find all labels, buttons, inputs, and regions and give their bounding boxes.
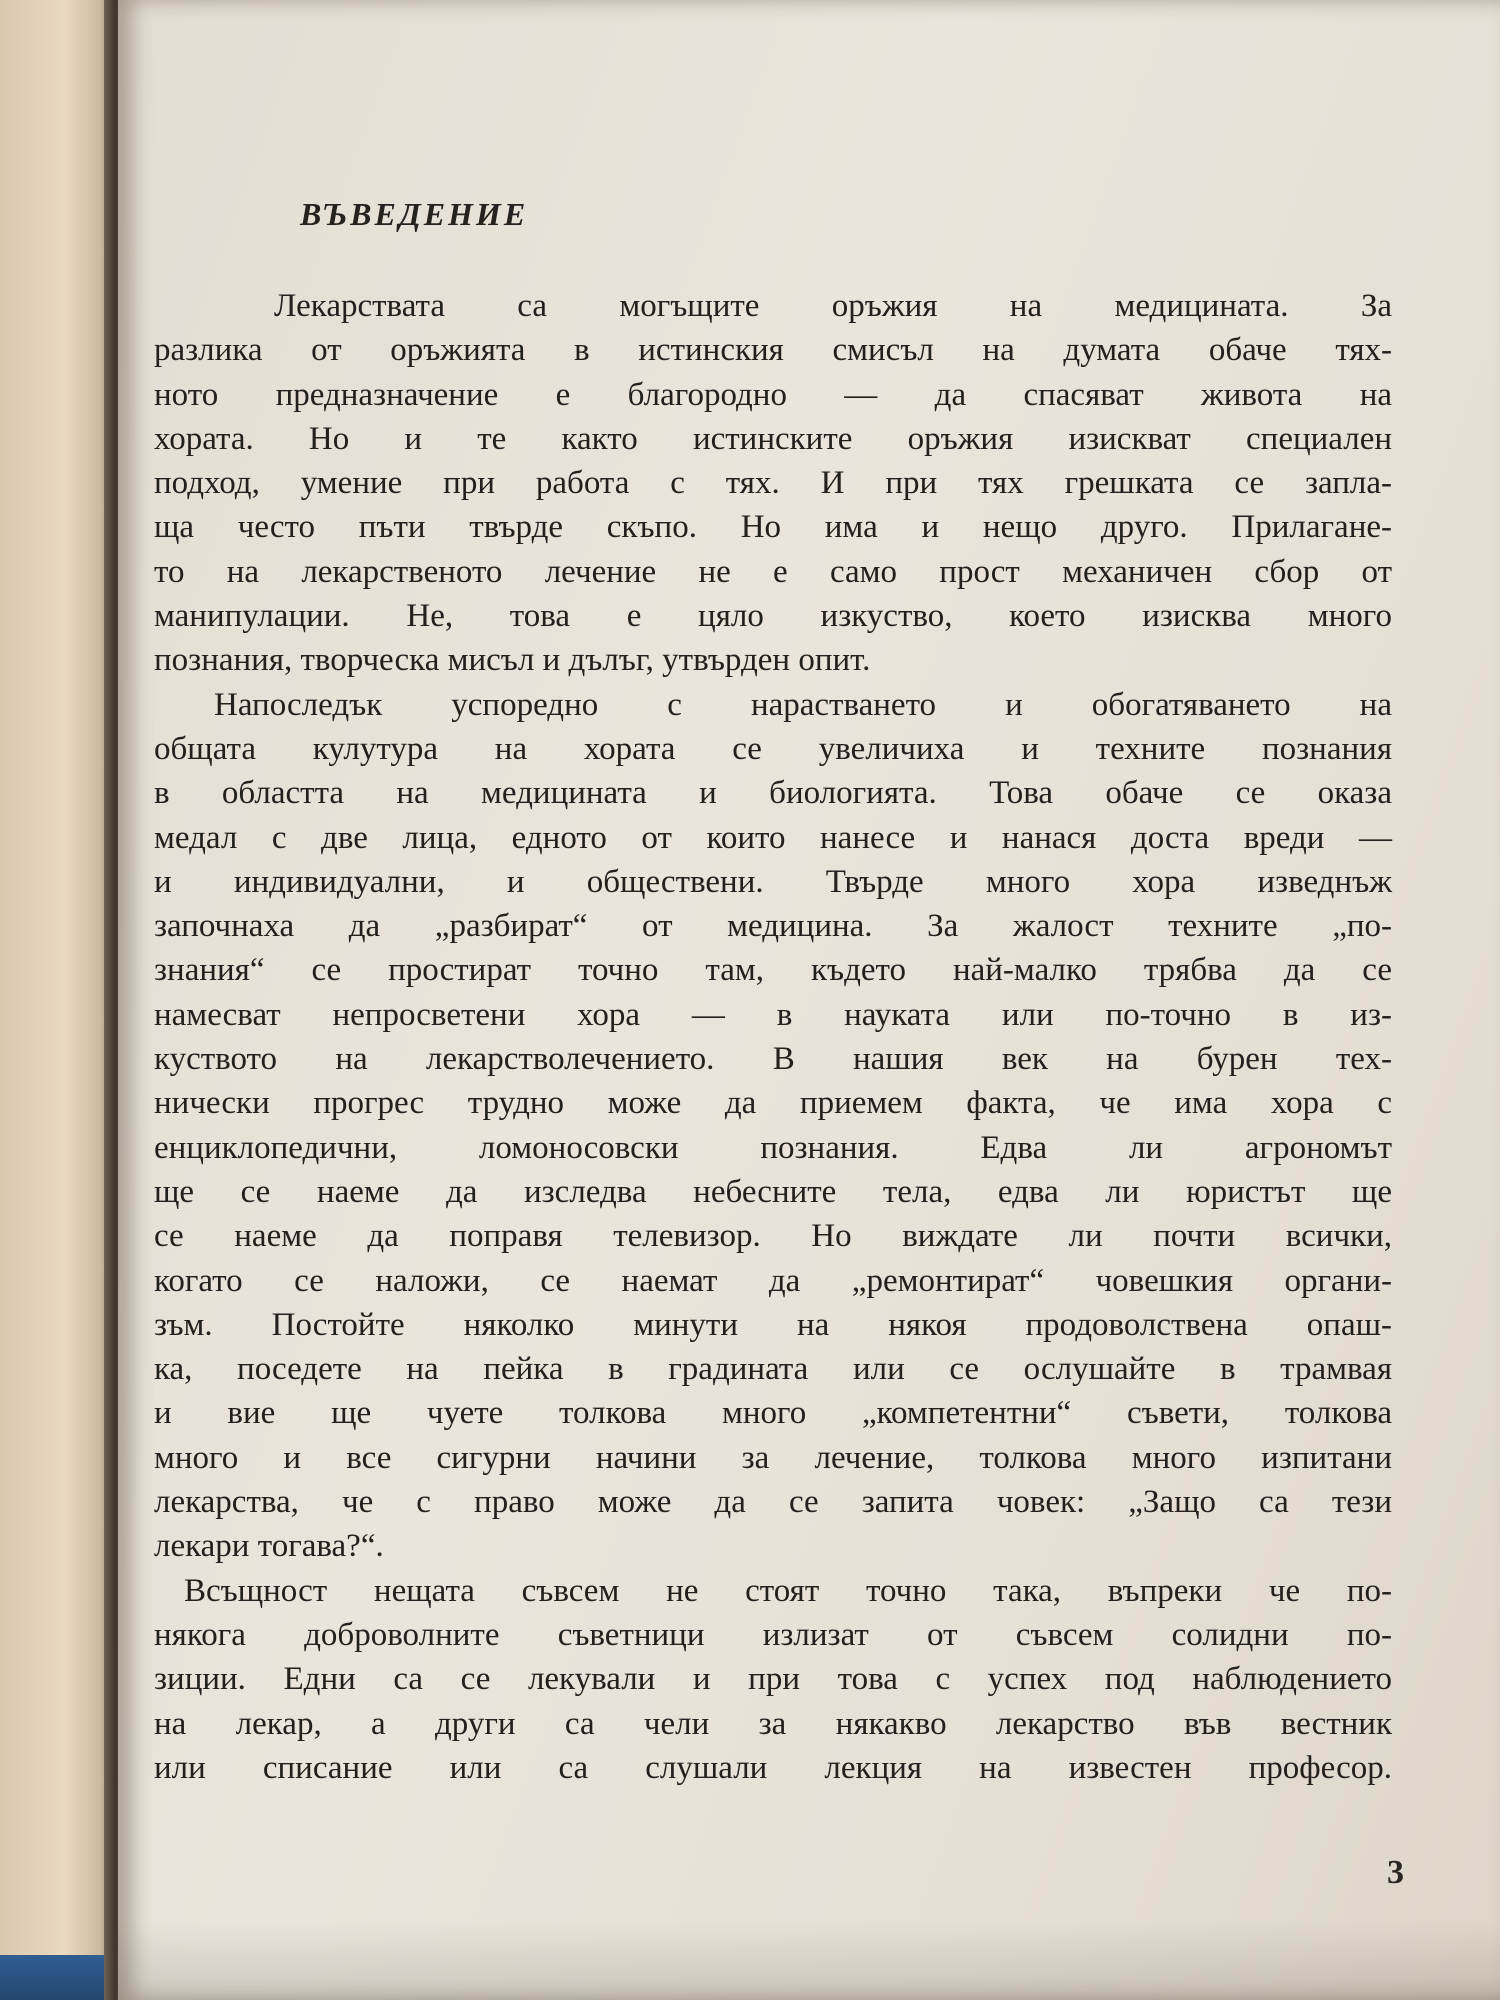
text-line: общата кулутура на хората се увеличиха и техните познания: [154, 730, 1392, 767]
book-page: [118, 0, 1500, 2000]
text-line: зъм. Постойте няколко минути на някоя продоволствена опаш-: [154, 1306, 1392, 1343]
text-line: енциклопедични, ломоносовски познания. Едва ли агрономът: [154, 1129, 1392, 1166]
text-line: подход, умение при работа с тях. И при тях грешката се запла-: [154, 465, 1392, 502]
text-line: то на лекарственото лечение не е само прост механичен сбор от: [154, 553, 1392, 590]
page-number: 3: [1387, 1854, 1404, 1891]
text-line: и индивидуални, и обществени. Твърде много хора изведнъж: [154, 863, 1392, 900]
text-line: много и все сигурни начини за лечение, толкова много изпитани: [154, 1439, 1392, 1476]
text-line: хората. Но и те както истинските оръжия изискват специален: [154, 420, 1392, 457]
text-line: зиции. Едни са се лекували и при това с успех под наблюдението: [154, 1661, 1392, 1698]
text-line: когато се наложи, се наемат да „ремонтират“ човешкия органи-: [154, 1262, 1392, 1299]
text-line: в областта на медицината и биологията. Това обаче се оказа: [154, 775, 1392, 812]
body-text: [154, 284, 1392, 1790]
text-line: започнаха да „разбират“ от медицина. За жалост техните „по-: [154, 908, 1392, 945]
text-line: ща често пъти твърде скъпо. Но има и нещо друго. Прилагане-: [154, 509, 1392, 546]
text-line: нически прогрес трудно може да приемем факта, че има хора с: [154, 1085, 1392, 1122]
text-line: Лекарствата са могъщите оръжия на медицината. За: [274, 288, 1392, 324]
text-line: ще се наеме да изследва небесните тела, едва ли юристът ще: [154, 1173, 1392, 1210]
text-line: познания, творческа мисъл и дълъг, утвърден опит.: [154, 642, 871, 679]
text-line: или списание или са слушали лекция на известен професор.: [154, 1749, 1392, 1786]
text-line: ка, поседете на пейка в градината или се ослушайте в трамвая: [154, 1351, 1392, 1388]
page-shadow: [118, 1920, 1500, 2000]
text-line: лекари тогава?“.: [154, 1528, 384, 1565]
previous-page-edge: [0, 0, 118, 2000]
text-line: манипулации. Не, това е цяло изкуство, което изисква много: [154, 598, 1392, 635]
text-line: лекарства, че с право може да се запита човек: „Защо са тези: [154, 1484, 1392, 1521]
text-line: ното предназначение е благородно — да спасяват живота на: [154, 376, 1392, 413]
text-line: и вие ще чуете толкова много „компетентни“ съвети, толкова: [154, 1395, 1392, 1432]
text-line: на лекар, а други са чели за някакво лекарство във вестник: [154, 1705, 1392, 1742]
text-line: се наеме да поправя телевизор. Но виждате ли почти всички,: [154, 1218, 1392, 1255]
text-line: медал с две лица, едното от които нанесе и нанася доста вреди —: [154, 819, 1392, 856]
book-cover-corner: [0, 1955, 110, 2000]
text-line: някога доброволните съветници излизат от съвсем солидни по-: [154, 1616, 1392, 1653]
text-line: знания“ се простират точно там, където най-малко трябва да се: [154, 952, 1392, 989]
text-line: куството на лекарстволечението. В нашия век на бурен тех-: [154, 1041, 1392, 1078]
text-line: Напоследък успоредно с нарастването и обогатяването на: [214, 686, 1392, 723]
text-line: разлика от оръжията в истинския смисъл на думата обаче тях-: [154, 332, 1392, 369]
chapter-heading: ВЪВЕДЕНИЕ: [300, 196, 529, 232]
text-line: Всъщност нещата съвсем не стоят точно така, въпреки че по-: [184, 1572, 1392, 1609]
text-line: намесват непросветени хора — в науката или по-точно в из-: [154, 996, 1392, 1033]
